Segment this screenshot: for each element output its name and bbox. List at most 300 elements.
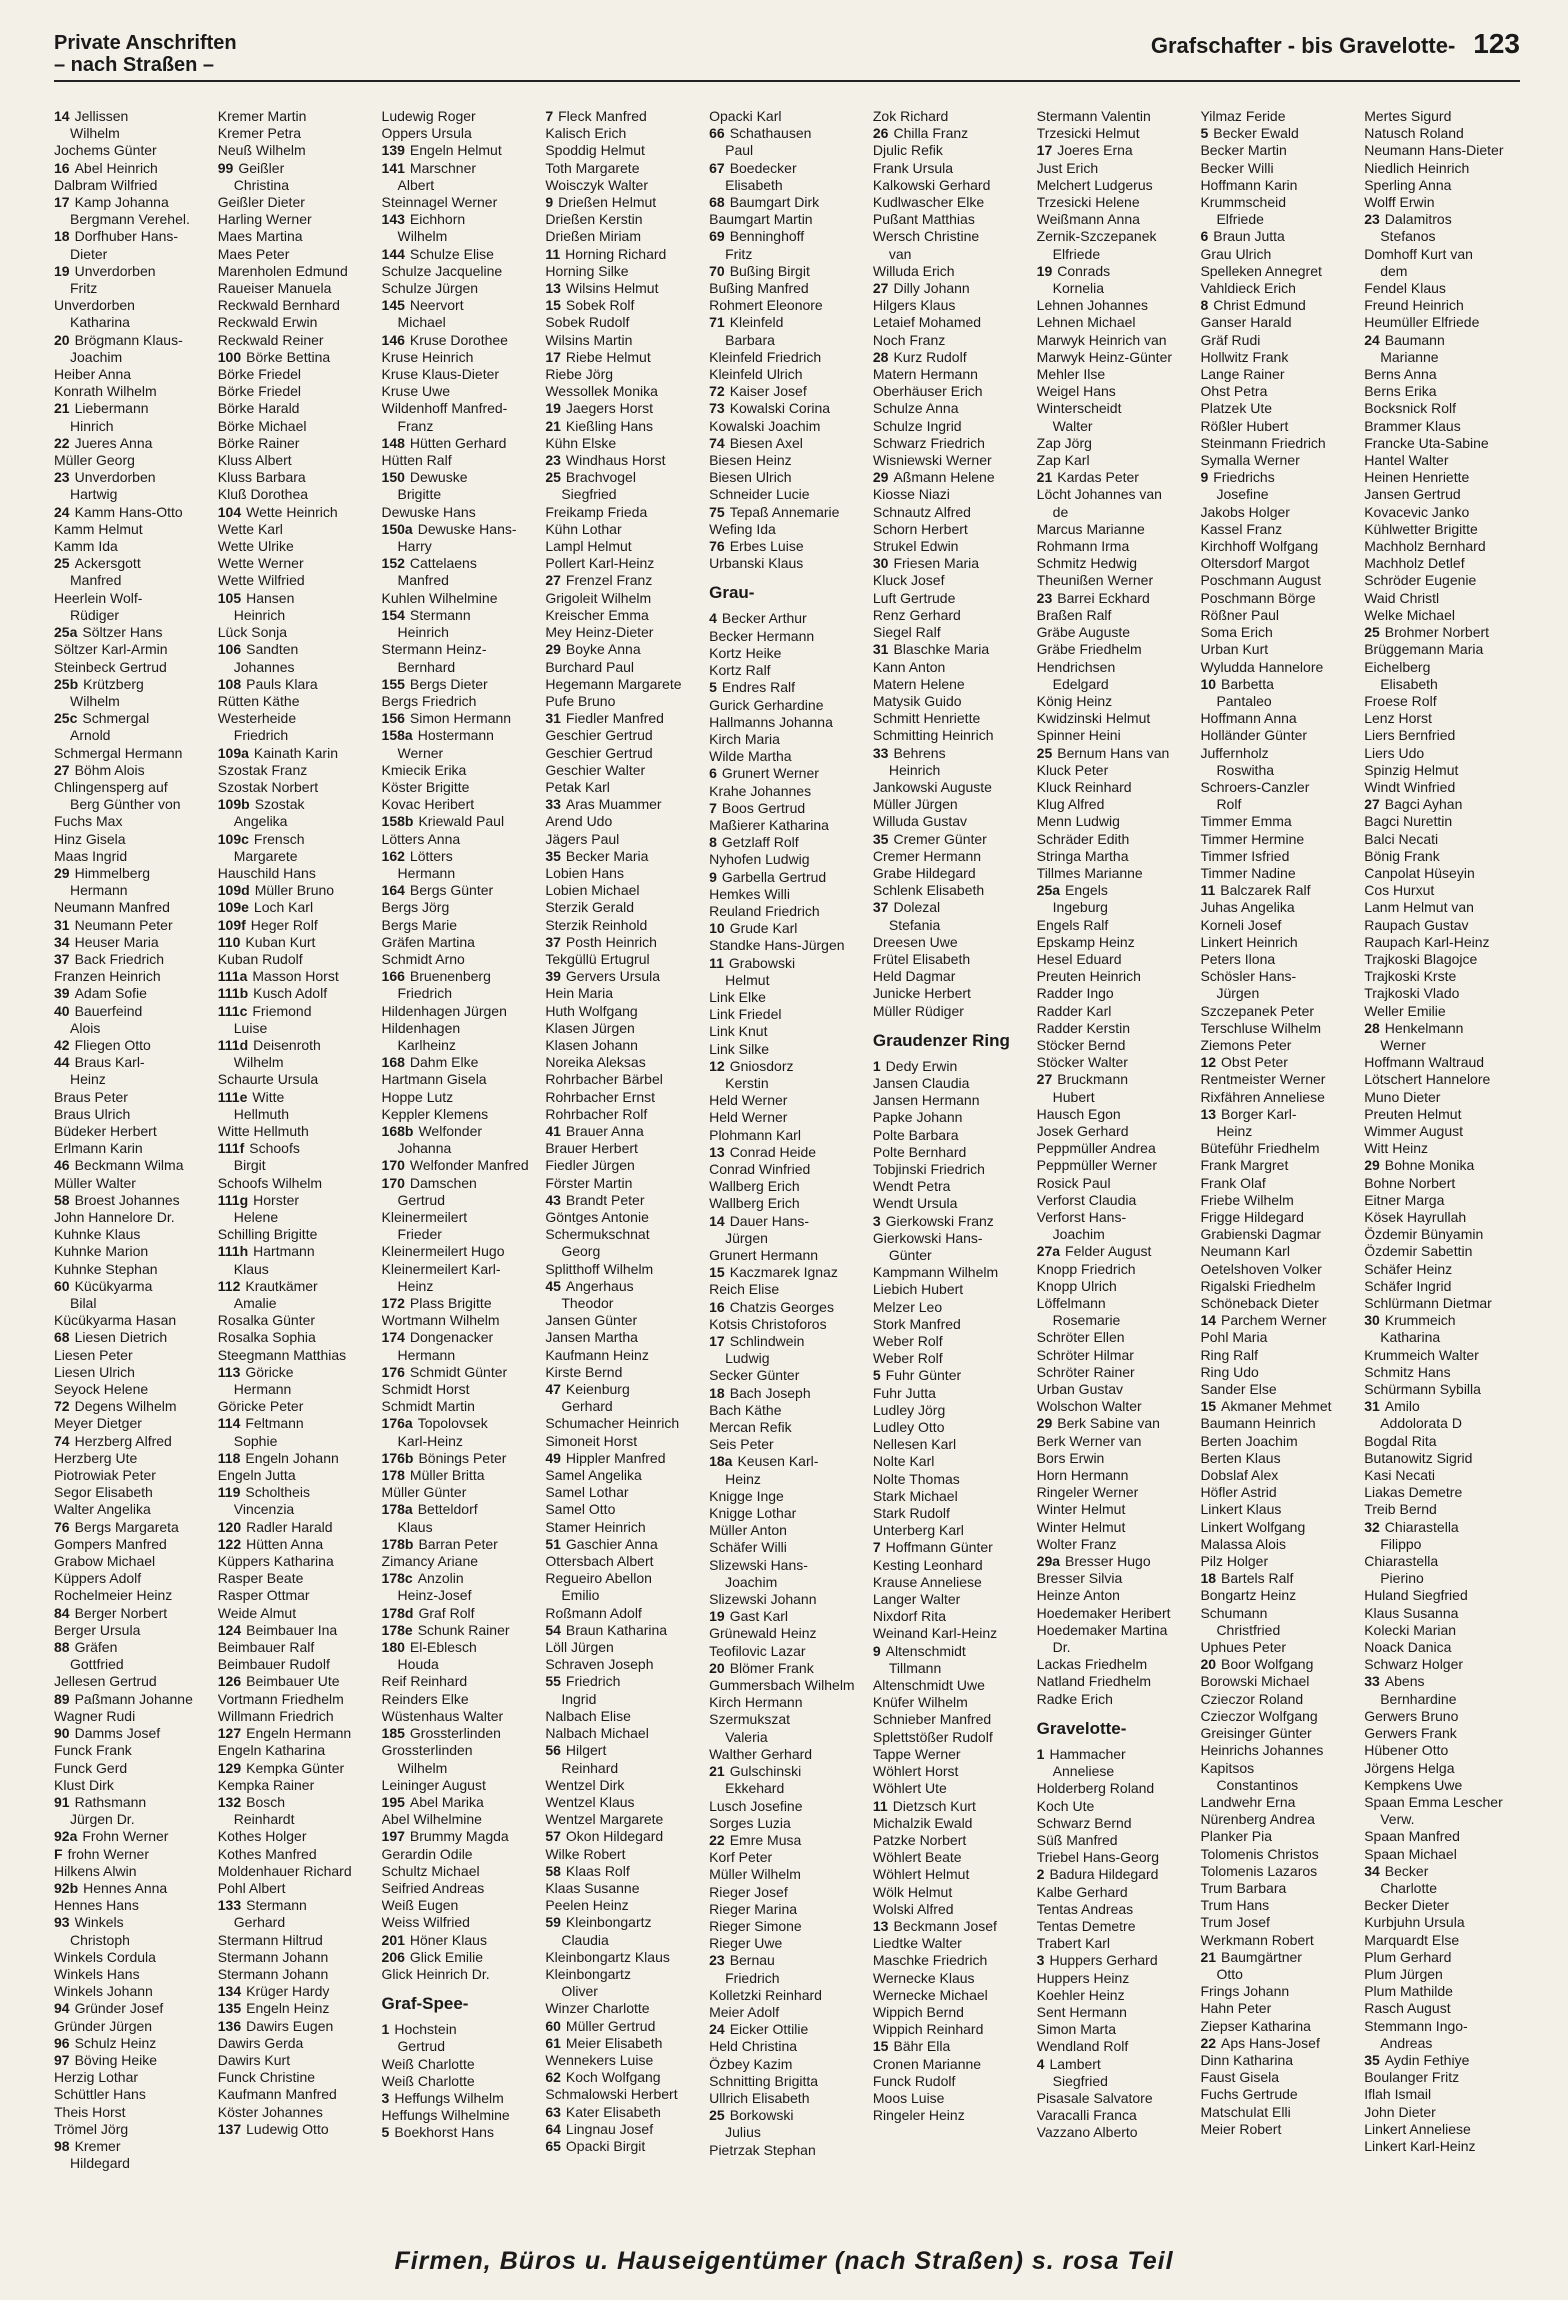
resident-name: Heiber Anna bbox=[54, 366, 132, 383]
directory-entry bbox=[709, 1333, 865, 1350]
resident-name: Lötters bbox=[409, 847, 453, 864]
resident-name: Kühlwetter Brigitte bbox=[1364, 520, 1478, 537]
resident-name: Wette Wilfried bbox=[217, 572, 305, 589]
directory-entry bbox=[218, 1347, 374, 1364]
directory-entry bbox=[709, 246, 865, 263]
resident-name: Nolte Thomas bbox=[872, 1470, 960, 1487]
resident-name: Urban Kurt bbox=[1200, 641, 1269, 658]
house-number: 42 bbox=[54, 1036, 70, 1053]
house-number: 23 bbox=[1364, 211, 1380, 228]
directory-entry bbox=[1200, 1364, 1356, 1381]
resident-name: Beckmann Josef bbox=[893, 1917, 997, 1934]
street-range-title: Grafschafter - bis Gravelotte- bbox=[1150, 33, 1456, 58]
house-number: 13 bbox=[545, 280, 561, 297]
directory-entry bbox=[709, 125, 865, 142]
resident-name: Vahldieck Erich bbox=[1200, 280, 1296, 297]
resident-name: Schmalowski Herbert bbox=[545, 2086, 678, 2103]
resident-name: Liers Udo bbox=[1364, 744, 1425, 761]
resident-name: Kesting Leonhard bbox=[872, 1556, 983, 1573]
directory-entry bbox=[54, 641, 210, 658]
house-number: 122 bbox=[217, 1535, 242, 1552]
resident-name: Stermann Johann bbox=[217, 1965, 329, 1982]
resident-name: Plum Mathilde bbox=[1364, 1983, 1453, 2000]
directory-entry bbox=[545, 125, 701, 142]
house-number: 49 bbox=[545, 1449, 561, 1466]
directory-entry bbox=[709, 435, 865, 452]
directory-entry bbox=[54, 676, 210, 693]
house-number: 46 bbox=[54, 1157, 70, 1174]
directory-entry bbox=[1364, 435, 1520, 452]
directory-entry bbox=[218, 1020, 374, 1037]
house-number: 148 bbox=[381, 434, 405, 451]
directory-entry bbox=[545, 985, 701, 1002]
house-number: 178d bbox=[381, 1604, 414, 1621]
directory-entry bbox=[545, 607, 701, 624]
resident-name: Gräbe Friedhelm bbox=[1036, 641, 1142, 658]
house-number: 12 bbox=[709, 1057, 725, 1074]
resident-name: Baumgart Martin bbox=[709, 211, 813, 228]
directory-entry bbox=[1037, 1763, 1193, 1780]
resident-name: Krützberg bbox=[83, 675, 144, 692]
directory-entry bbox=[1200, 349, 1356, 366]
directory-entry bbox=[382, 2124, 538, 2141]
resident-name: Letaief Mohamed bbox=[872, 314, 982, 331]
resident-name: Dauer Hans- bbox=[729, 1212, 810, 1229]
directory-entry bbox=[545, 1587, 701, 1604]
house-number: 14 bbox=[709, 1212, 725, 1229]
resident-name: Gerardin Odile bbox=[381, 1845, 473, 1862]
directory-entry bbox=[382, 1501, 538, 1518]
resident-name: Gertrud bbox=[397, 1191, 446, 1208]
resident-name: Roßmann Adolf bbox=[545, 1604, 642, 1621]
directory-entry bbox=[1364, 1570, 1520, 1587]
directory-entry bbox=[382, 314, 538, 331]
resident-name: Dawirs Eugen bbox=[246, 2017, 334, 2034]
directory-entry bbox=[218, 1278, 374, 1295]
resident-name: Hegemann Margarete bbox=[545, 675, 682, 692]
directory-entry bbox=[709, 1643, 865, 1660]
resident-name: Tobjinski Friedrich bbox=[872, 1160, 985, 1177]
resident-name: Huth Wolfgang bbox=[545, 1002, 638, 1019]
directory-entry bbox=[54, 297, 210, 314]
directory-entry bbox=[1200, 831, 1356, 848]
resident-name: Symalla Werner bbox=[1200, 452, 1300, 469]
directory-entry bbox=[382, 1760, 538, 1777]
directory-entry bbox=[873, 1935, 1029, 1952]
directory-entry bbox=[218, 1519, 374, 1536]
directory-entry bbox=[709, 2124, 865, 2141]
resident-name: Steinnagel Werner bbox=[381, 194, 498, 211]
directory-entry bbox=[545, 1450, 701, 1467]
directory-entry bbox=[218, 246, 374, 263]
resident-name: Polte Barbara bbox=[872, 1126, 959, 1143]
resident-name: Lobien Michael bbox=[545, 882, 640, 899]
resident-name: Link Knut bbox=[709, 1023, 768, 1040]
house-number: 25 bbox=[1036, 744, 1053, 761]
directory-entry bbox=[545, 659, 701, 676]
resident-name: Gründer Jürgen bbox=[54, 2017, 153, 2034]
house-number: 109e bbox=[217, 899, 249, 916]
resident-name: Kuhnke Stephan bbox=[54, 1260, 158, 1277]
directory-entry bbox=[545, 796, 701, 813]
resident-name: Strukel Edwin bbox=[872, 538, 959, 555]
directory-entry bbox=[54, 1037, 210, 1054]
directory-entry bbox=[382, 1037, 538, 1054]
resident-name: Jellissen bbox=[74, 108, 129, 124]
street-heading: Graudenzer Ring bbox=[872, 1030, 1010, 1050]
directory-entry bbox=[1200, 1656, 1356, 1673]
directory-entry bbox=[1037, 1347, 1193, 1364]
house-number: 75 bbox=[709, 503, 725, 520]
directory-entry bbox=[1037, 1192, 1193, 1209]
resident-name: Kempka Rainer bbox=[217, 1776, 315, 1793]
directory-entry bbox=[1037, 1935, 1193, 1952]
directory-entry bbox=[382, 280, 538, 297]
directory-entry bbox=[54, 1673, 210, 1690]
directory-entry bbox=[1364, 142, 1520, 159]
directory-entry bbox=[1364, 194, 1520, 211]
resident-name: Kowalski Corina bbox=[729, 400, 831, 417]
house-number: 5 bbox=[872, 1367, 881, 1384]
resident-name: Wilsins Helmut bbox=[565, 280, 659, 297]
resident-name: Link Friedel bbox=[709, 1006, 782, 1023]
directory-entry bbox=[1200, 1742, 1356, 1759]
directory-entry bbox=[54, 211, 210, 228]
directory-entry bbox=[1037, 1866, 1193, 1883]
resident-name: Altenschmidt Uwe bbox=[872, 1677, 985, 1694]
house-number: 100 bbox=[217, 348, 242, 365]
directory-entry bbox=[1364, 1639, 1520, 1656]
house-number: 119 bbox=[217, 1484, 241, 1501]
resident-name: Claudia bbox=[561, 1931, 609, 1948]
resident-name: Zimancy Ariane bbox=[381, 1553, 479, 1570]
resident-name: Fuhr Jutta bbox=[872, 1384, 936, 1401]
directory-entry bbox=[382, 710, 538, 727]
resident-name: Horning Silke bbox=[545, 262, 629, 279]
resident-name: Müller Britta bbox=[409, 1467, 485, 1484]
house-number: 109f bbox=[217, 916, 246, 933]
resident-name: Lackas Friedhelm bbox=[1036, 1656, 1148, 1673]
resident-name: Mertes Sigurd bbox=[1364, 108, 1452, 124]
resident-name: Kudlwascher Elke bbox=[872, 194, 985, 211]
directory-entry bbox=[54, 1106, 210, 1123]
resident-name: Kruse Uwe bbox=[381, 383, 451, 400]
resident-name: Nolte Karl bbox=[872, 1453, 935, 1470]
resident-name: Dieter bbox=[70, 245, 108, 262]
directory-entry bbox=[709, 538, 865, 555]
house-number: 185 bbox=[381, 1725, 405, 1742]
resident-name: Bönings Peter bbox=[418, 1449, 507, 1466]
resident-name: Siegfried bbox=[1052, 2072, 1108, 2089]
resident-name: Joachim bbox=[1052, 1226, 1105, 1243]
directory-entry bbox=[873, 1694, 1029, 1711]
directory-entry bbox=[218, 486, 374, 503]
directory-entry bbox=[545, 521, 701, 538]
directory-entry bbox=[709, 521, 865, 538]
directory-entry bbox=[1037, 1295, 1193, 1312]
house-number: 21 bbox=[1200, 1948, 1217, 1965]
house-number: 126 bbox=[217, 1673, 242, 1690]
directory-entry bbox=[1364, 1226, 1520, 1243]
resident-name: Stermann Johann bbox=[217, 1948, 329, 1965]
resident-name: Verw. bbox=[1380, 1811, 1415, 1828]
resident-name: Balci Necati bbox=[1364, 830, 1439, 847]
resident-name: Heffungs Wilhelmine bbox=[381, 2107, 510, 2124]
resident-name: Held Werner bbox=[709, 1109, 788, 1126]
resident-name: Neumann Karl bbox=[1200, 1243, 1290, 1260]
resident-name: Mercan Refik bbox=[709, 1419, 792, 1436]
resident-name: Pietrzak Stephan bbox=[709, 2141, 816, 2158]
directory-entry bbox=[1200, 1828, 1356, 1845]
directory-entry bbox=[873, 1230, 1029, 1247]
resident-name: Winter Helmut bbox=[1036, 1518, 1126, 1535]
resident-name: Benninghoff bbox=[729, 228, 805, 245]
resident-name: Albert bbox=[397, 176, 435, 193]
resident-name: Köster Johannes bbox=[217, 2103, 323, 2120]
resident-name: Wagner Rudi bbox=[54, 1707, 136, 1724]
resident-name: Heinz bbox=[70, 1071, 106, 1088]
directory-entry bbox=[545, 1347, 701, 1364]
directory-entry bbox=[382, 1828, 538, 1845]
resident-name: Lobien Hans bbox=[545, 864, 624, 881]
resident-name: Raueiser Manuela bbox=[217, 280, 332, 297]
directory-entry bbox=[1200, 211, 1356, 228]
house-number: 4 bbox=[709, 610, 717, 627]
directory-entry bbox=[382, 1020, 538, 1037]
resident-name: Abel Heinrich bbox=[74, 159, 158, 176]
house-number: 8 bbox=[709, 834, 717, 851]
directory-entry bbox=[218, 211, 374, 228]
directory-entry bbox=[709, 1281, 865, 1298]
resident-name: Poschmann August bbox=[1200, 572, 1322, 589]
resident-name: Hoffmann Anna bbox=[1200, 710, 1297, 727]
resident-name: Bergs Friedrich bbox=[381, 692, 477, 709]
house-number: 105 bbox=[217, 589, 242, 606]
resident-name: Winzer Charlotte bbox=[545, 2000, 650, 2017]
directory-entry bbox=[1037, 125, 1193, 142]
directory-entry bbox=[709, 1987, 865, 2004]
house-number: 11 bbox=[545, 245, 561, 262]
house-number: 18 bbox=[709, 1384, 725, 1401]
directory-entry bbox=[545, 676, 701, 693]
house-number: 24 bbox=[1364, 331, 1380, 348]
resident-name: Friedrich bbox=[565, 1673, 621, 1690]
directory-entry bbox=[1364, 1846, 1520, 1863]
directory-entry bbox=[1200, 1347, 1356, 1364]
directory-entry bbox=[873, 1849, 1029, 1866]
directory-entry bbox=[1364, 2121, 1520, 2138]
resident-name: Berk Sabine van bbox=[1057, 1415, 1160, 1432]
directory-entry bbox=[218, 1553, 374, 1570]
directory-entry bbox=[382, 1691, 538, 1708]
house-number: 92a bbox=[54, 1828, 78, 1845]
resident-name: Lenz Horst bbox=[1364, 710, 1432, 727]
resident-name: Jansen Hermann bbox=[872, 1092, 980, 1109]
resident-name: Stermann Hiltrud bbox=[217, 1931, 323, 1948]
directory-entry bbox=[545, 1949, 701, 1966]
directory-entry bbox=[1037, 400, 1193, 417]
house-number: 176b bbox=[381, 1449, 414, 1466]
resident-name: Kirch Maria bbox=[709, 730, 780, 747]
resident-name: Heffungs Wilhelm bbox=[394, 2089, 504, 2106]
directory-entry bbox=[1200, 383, 1356, 400]
house-number: 109b bbox=[217, 796, 250, 813]
house-number: 29a bbox=[1036, 1553, 1061, 1570]
resident-name: Schröter Hilmar bbox=[1036, 1346, 1134, 1363]
directory-entry bbox=[709, 1023, 865, 1040]
resident-name: Hellmuth bbox=[233, 1105, 290, 1122]
house-number: 27 bbox=[1036, 1071, 1053, 1088]
directory-entry bbox=[873, 727, 1029, 744]
resident-name: Epskamp Heinz bbox=[1036, 933, 1135, 950]
house-number: 26 bbox=[872, 125, 889, 142]
resident-name: Peelen Heinz bbox=[545, 1897, 629, 1914]
resident-name: Maes Peter bbox=[217, 245, 290, 262]
header-divider bbox=[54, 80, 1520, 82]
directory-entry bbox=[1200, 1932, 1356, 1949]
directory-entry bbox=[709, 1522, 865, 1539]
resident-name: Tillmann bbox=[888, 1659, 942, 1676]
directory-entry bbox=[873, 607, 1029, 624]
house-number: 152 bbox=[381, 555, 405, 572]
resident-name: Deisenroth bbox=[253, 1036, 321, 1053]
resident-name: Trzesicki Helene bbox=[1036, 194, 1140, 211]
directory-entry bbox=[873, 917, 1029, 934]
resident-name: Wyludda Hannelore bbox=[1200, 658, 1324, 675]
directory-entry bbox=[1037, 865, 1193, 882]
directory-entry bbox=[382, 985, 538, 1002]
directory-entry bbox=[1200, 1398, 1356, 1415]
directory-entry bbox=[54, 1243, 210, 1260]
resident-name: Standke Hans-Jürgen bbox=[709, 937, 845, 954]
directory-entry bbox=[1200, 985, 1356, 1002]
directory-entry bbox=[218, 865, 374, 882]
directory-entry bbox=[1200, 1071, 1356, 1088]
resident-name: Krause Anneliese bbox=[872, 1573, 982, 1590]
resident-name: Hennes Hans bbox=[54, 1897, 139, 1914]
resident-name: Hammacher bbox=[1049, 1745, 1126, 1762]
resident-name: Linkert Wolfgang bbox=[1200, 1518, 1306, 1535]
resident-name: Berk Werner van bbox=[1036, 1432, 1142, 1449]
directory-entry bbox=[1200, 727, 1356, 744]
resident-name: Werner bbox=[1380, 1036, 1426, 1053]
resident-name: Heinze Anton bbox=[1036, 1587, 1120, 1604]
house-number: 197 bbox=[381, 1828, 405, 1845]
house-number: 25 bbox=[54, 555, 70, 572]
directory-entry bbox=[218, 951, 374, 968]
resident-name: Theis Horst bbox=[54, 2103, 126, 2120]
resident-name: Christoph bbox=[70, 1931, 130, 1948]
resident-name: Radder Karl bbox=[1036, 1002, 1112, 1019]
directory-entry bbox=[709, 1006, 865, 1023]
resident-name: Börke Michael bbox=[217, 417, 307, 434]
resident-name: Juffernholz bbox=[1200, 744, 1269, 761]
directory-entry bbox=[1037, 1501, 1193, 1518]
directory-entry bbox=[873, 1316, 1029, 1333]
directory-entry bbox=[1200, 1622, 1356, 1639]
directory-entry bbox=[545, 263, 701, 280]
resident-name: Verforst Hans- bbox=[1036, 1209, 1127, 1225]
resident-name: Lampl Helmut bbox=[545, 538, 632, 555]
directory-entry bbox=[218, 1932, 374, 1949]
resident-name: Engeln Johann bbox=[245, 1449, 339, 1466]
house-number: 96 bbox=[54, 2034, 70, 2051]
resident-name: Teofilovic Lazar bbox=[709, 1642, 806, 1659]
resident-name: Pisasale Salvatore bbox=[1036, 2089, 1153, 2106]
resident-name: Wolski Alfred bbox=[872, 1900, 954, 1917]
house-number: 158a bbox=[381, 727, 413, 744]
directory-entry bbox=[54, 968, 210, 985]
directory-entry bbox=[54, 1398, 210, 1415]
directory-entry bbox=[218, 1880, 374, 1897]
resident-name: Gaschier Anna bbox=[565, 1535, 658, 1552]
directory-entry bbox=[54, 624, 210, 641]
directory-entry bbox=[1200, 1157, 1356, 1174]
resident-name: Schräder Edith bbox=[1036, 830, 1130, 847]
resident-name: Ludwig bbox=[725, 1350, 770, 1367]
resident-name: Tentas Andreas bbox=[1036, 1900, 1134, 1917]
directory-entry bbox=[1364, 297, 1520, 314]
house-number: 111a bbox=[217, 968, 248, 985]
directory-entry bbox=[873, 1453, 1029, 1470]
directory-entry bbox=[873, 314, 1029, 331]
directory-entry bbox=[54, 1691, 210, 1708]
resident-name: Behrens bbox=[893, 744, 946, 761]
directory-entry bbox=[382, 504, 538, 521]
directory-entry bbox=[1200, 2052, 1356, 2069]
resident-name: Georg bbox=[561, 1243, 601, 1260]
directory-entry bbox=[1200, 2121, 1356, 2138]
resident-name: Berg Günther von bbox=[70, 796, 181, 813]
directory-entry bbox=[218, 1140, 374, 1157]
resident-name: Badura Hildegard bbox=[1049, 1866, 1159, 1883]
resident-name: Franz bbox=[397, 417, 434, 434]
directory-entry bbox=[873, 2090, 1029, 2107]
resident-name: Windt Winfried bbox=[1364, 778, 1456, 795]
resident-name: Liebich Hubert bbox=[872, 1281, 964, 1298]
directory-entry bbox=[1037, 1398, 1193, 1415]
resident-name: Stark Rudolf bbox=[872, 1505, 950, 1522]
directory-entry bbox=[1037, 1020, 1193, 1037]
directory-entry bbox=[545, 1932, 701, 1949]
house-number: 34 bbox=[1364, 1862, 1380, 1879]
resident-name: Grabienski Dagmar bbox=[1200, 1226, 1322, 1243]
resident-name: Geschier Gertrud bbox=[545, 744, 653, 761]
directory-entry bbox=[1200, 400, 1356, 417]
resident-name: Linkert Klaus bbox=[1200, 1501, 1282, 1518]
directory-entry bbox=[1200, 2000, 1356, 2017]
resident-name: Dreesen Uwe bbox=[872, 933, 958, 950]
directory-entry bbox=[54, 2138, 210, 2155]
directory-entry bbox=[1037, 486, 1193, 503]
resident-name: Lambert bbox=[1049, 2055, 1101, 2072]
directory-entry bbox=[382, 796, 538, 813]
house-number: 37 bbox=[545, 933, 561, 950]
directory-entry bbox=[709, 486, 865, 503]
resident-name: Conrads bbox=[1057, 262, 1111, 279]
resident-name: Raupach Karl-Heinz bbox=[1364, 933, 1490, 950]
resident-name: Poschmann Börge bbox=[1200, 589, 1316, 606]
directory-entry bbox=[1037, 469, 1193, 486]
house-number: 18 bbox=[54, 228, 70, 245]
resident-name: Fiedler Manfred bbox=[565, 710, 664, 727]
directory-entry bbox=[545, 1811, 701, 1828]
directory-entry bbox=[1037, 1243, 1193, 1260]
resident-name: Kuhlen Wilhelmine bbox=[381, 589, 498, 606]
directory-entry bbox=[709, 1746, 865, 1763]
directory-entry bbox=[1037, 572, 1193, 589]
directory-entry bbox=[873, 1729, 1029, 1746]
